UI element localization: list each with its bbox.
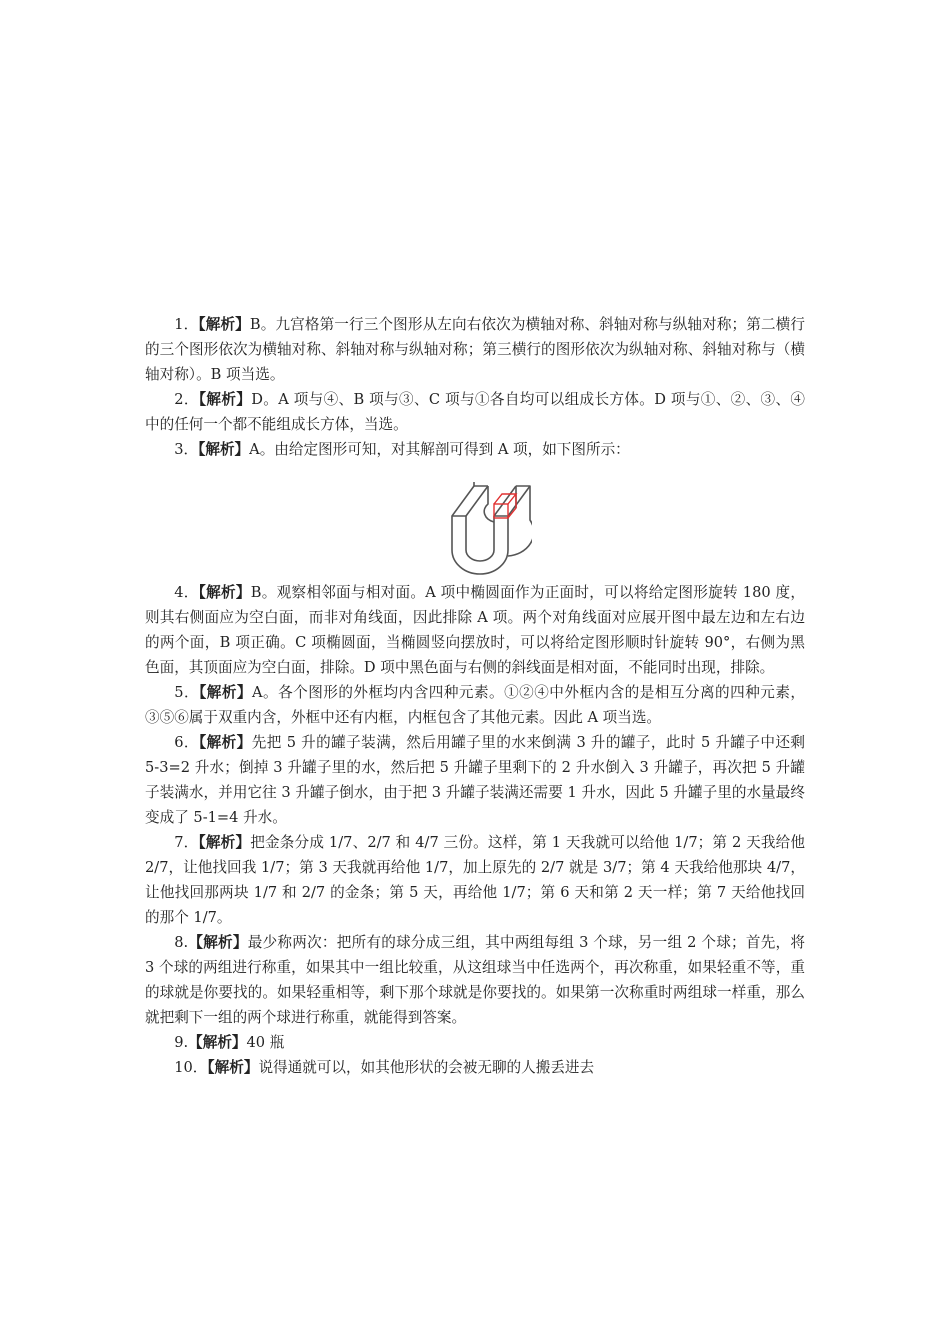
item-number: 6．	[174, 734, 199, 751]
analysis-label: 【解析】	[207, 1059, 259, 1076]
answer-item-8	[145, 930, 805, 1030]
item-number: 2．	[174, 391, 199, 408]
item-number: 10．	[174, 1059, 208, 1076]
item-number: 5．	[174, 684, 200, 701]
answer-item-9	[145, 1030, 805, 1055]
item-text: B。九宫格第一行三个图形从左向右依次为横轴对称、斜轴对称与纵轴对称；第二横行的三个图形依次为横轴对称、斜轴对称与纵轴对称；第三横行的图形依次为纵轴对称、斜轴对称与（横轴对称）。B 项当选。	[145, 316, 805, 383]
item-text: 40 瓶	[246, 1034, 285, 1051]
item-number: 3．	[174, 441, 199, 458]
answer-item-4	[145, 580, 805, 680]
item-number: 4．	[174, 584, 199, 601]
answer-item-7	[145, 830, 805, 930]
item-number: 8.	[174, 934, 189, 951]
u-shaped-solid-figure	[446, 464, 532, 576]
item-text: 最少称两次：把所有的球分成三组，其中两组每组 3 个球，另一组 2 个球；首先，将 3 个球的两组进行称重，如果其中一组比较重，从这组球当中任选两个，再次称重，如果轻重不等，重的球就是你要找的。如果轻重相等，剩下那个球就是你要找的。如果第一次称重时两组球一样重，那么就把剩下一组的两个球进行称重，就能得到答案。	[145, 934, 805, 1026]
analysis-label: 【解析】	[198, 441, 250, 458]
item-text: A。各个图形的外框均内含四种元素。①②④中外框内含的是相互分离的四种元素，③⑤⑥属于双重内含，外框中还有内框，内框包含了其他元素。因此 A 项当选。	[145, 684, 805, 726]
item-text: D。A 项与④、B 项与③、C 项与①各自均可以组成长方体。D 项与①、②、③、④中的任何一个都不能组成长方体，当选。	[145, 391, 805, 433]
item-number: 7．	[174, 834, 199, 851]
figure-u-shape	[145, 462, 805, 580]
analysis-label: 【解析】	[198, 316, 250, 333]
item-text: B。观察相邻面与相对面。A 项中椭圆面作为正面时，可以将给定图形旋转 180 度，则其右侧面应为空白面，而非对角线面，因此排除 A 项。两个对角线面对应展开图中最左边和左右边的两个面，B 项正确。C 项椭圆面，当椭圆竖向摆放时，可以将给定图形顺时针旋转 90°，右侧为黑色面，其顶面应为空白面，排除。D 项中黑色面与右侧的斜线面是相对面，不能同时出现，排除。	[145, 584, 806, 676]
analysis-label: 【解析】	[198, 734, 252, 751]
item-text: A。由给定图形可知，对其解剖可得到 A 项，如下图所示：	[249, 441, 630, 458]
item-text: 先把 5 升的罐子装满，然后用罐子里的水来倒满 3 升的罐子，此时 5 升罐子中还剩 5-3=2 升水；倒掉 3 升罐子里的水，然后把 5 升罐子里剩下的 2 升水倒入 3 升罐子，再次把 5 升罐子装满水，并用它往 3 升罐子倒水，由于把 3 升罐子装满还需要 1 升水，因此 5 升罐子里的水量最终变成了 5-1=4 升水。	[145, 734, 805, 826]
answer-item-5	[145, 680, 805, 730]
analysis-label: 【解析】	[198, 584, 251, 601]
item-text: 说得通就可以，如其他形状的会被无聊的人搬丢进去	[258, 1059, 595, 1076]
analysis-label: 【解析】	[198, 834, 251, 851]
answer-item-3	[145, 437, 805, 462]
analysis-label: 【解析】	[188, 934, 248, 951]
item-number: 9.	[174, 1034, 189, 1051]
item-text: 把金条分成 1/7、2/7 和 4/7 三份。这样，第 1 天我就可以给他 1/7；第 2 天我给他 2/7，让他找回我 1/7；第 3 天我就再给他 1/7，加上原先的 2/7 就是 3/7；第 4 天我给他那块 4/7，让他找回那两块 1/7 和 2/7 的金条；第 5 天，再给他 1/7；第 6 天和第 2 天一样；第 7 天给他找回的那个 1/7。	[145, 834, 805, 926]
analysis-label: 【解析】	[198, 391, 252, 408]
answer-page	[145, 312, 805, 1080]
analysis-label: 【解析】	[188, 1034, 247, 1051]
answer-item-2	[145, 387, 805, 437]
answer-item-6	[145, 730, 805, 830]
item-number: 1．	[174, 316, 199, 333]
analysis-label: 【解析】	[199, 684, 252, 701]
answer-item-1	[145, 312, 805, 387]
answer-item-10	[145, 1055, 805, 1080]
